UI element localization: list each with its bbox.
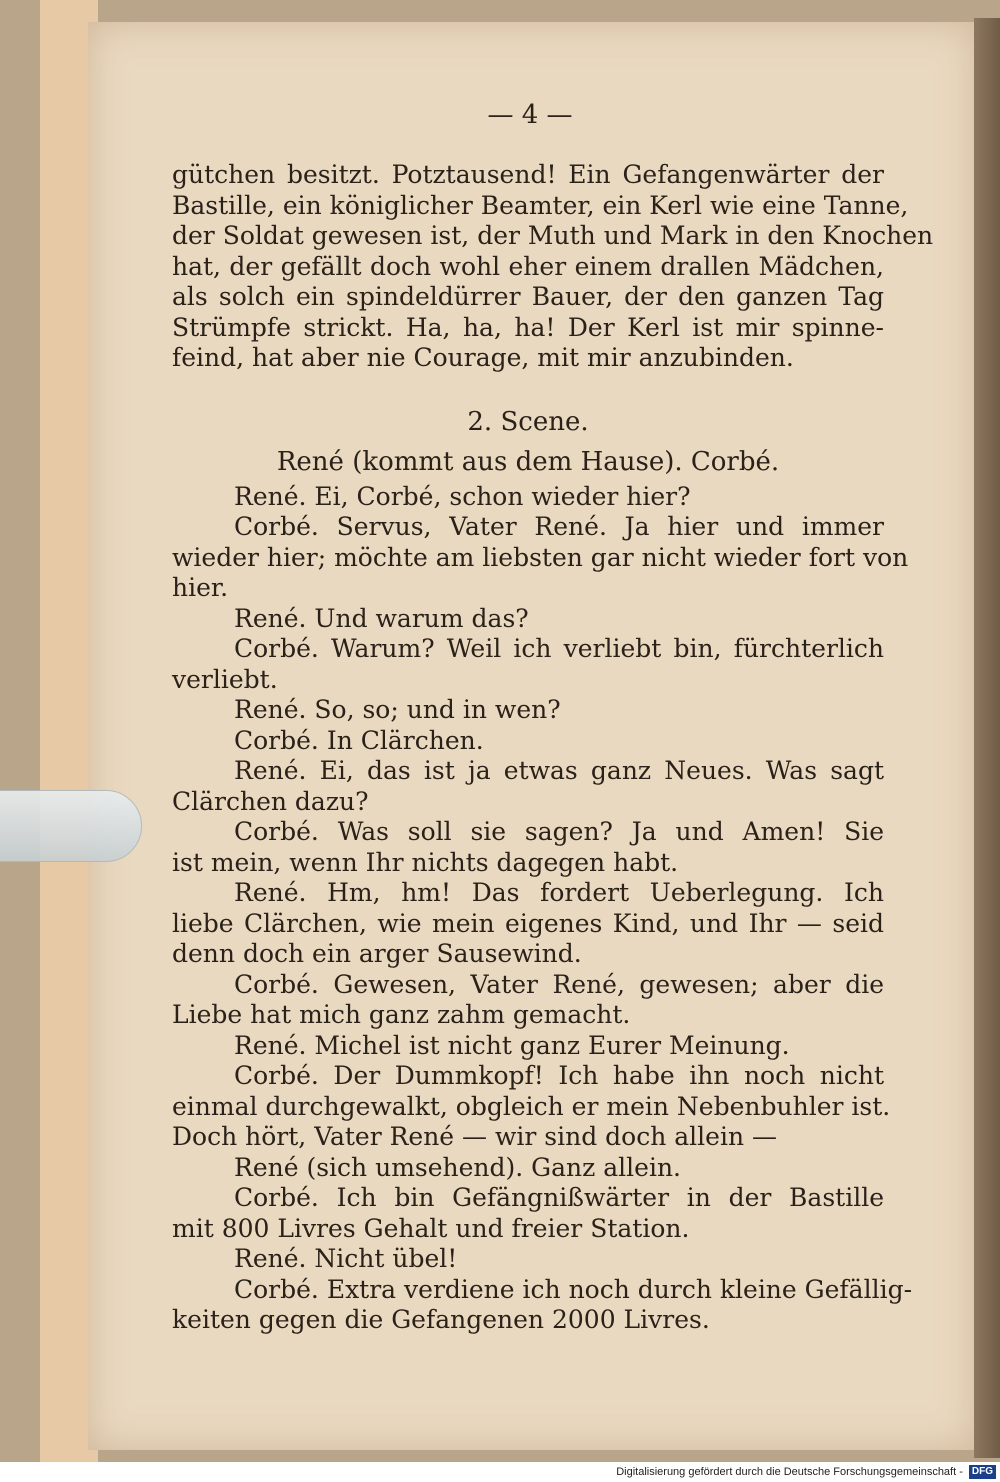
dialogue-line: Corbé. Servus, Vater René. Ja hier und immer [234, 512, 884, 541]
paragraph-line: feind, hat aber nie Courage, mit mir anzubinden. [172, 343, 794, 372]
page-number: — 4 — [487, 100, 573, 130]
dfg-logo: DFG [969, 1465, 996, 1479]
dialogue-line: Corbé. Warum? Weil ich verliebt bin, fürchterlich [234, 634, 884, 663]
dialogue-line: René. Ei, das ist ja etwas ganz Neues. Was sagt [234, 756, 884, 785]
page-binding-edge [974, 18, 1000, 1458]
dialogue-line: ist mein, wenn Ihr nichts dagegen habt. [172, 847, 679, 877]
paragraph-line: Bastille, ein königlicher Beamter, ein Kerl wie eine Tanne, [172, 190, 909, 220]
dialogue-line: einmal durchgewalkt, obgleich er mein Nebenbuhler ist. [172, 1091, 891, 1121]
dialogue-line: René. Ei, Corbé, schon wieder hier? [234, 481, 691, 511]
paragraph-line: hat, der gefällt doch wohl eher einem drallen Mädchen, [172, 251, 884, 281]
dialogue-line: Corbé. Extra verdiene ich noch durch kleine Gefällig- [234, 1274, 913, 1304]
paragraph-line: als solch ein spindeldürrer Bauer, der den ganzen Tag [172, 282, 884, 311]
dialogue-line: Liebe hat mich ganz zahm gemacht. [172, 1000, 631, 1029]
dialogue-line: René. Nicht übel! [234, 1244, 458, 1273]
dialogue-line: René. So, so; und in wen? [234, 695, 561, 724]
dialogue-line: Clärchen dazu? [172, 786, 369, 816]
dialogue-line: mit 800 Livres Gehalt und freier Station. [172, 1213, 690, 1243]
dialogue-line: liebe Clärchen, wie mein eigenes Kind, und Ihr — seid [172, 908, 884, 938]
paragraph-line: der Soldat gewesen ist, der Muth und Mark in den Knochen [172, 221, 934, 250]
dialogue-line: Doch hört, Vater René — wir sind doch allein — [172, 1122, 778, 1151]
paragraph-line: gütchen besitzt. Potztausend! Ein Gefangenwärter der [172, 160, 884, 189]
spacer [172, 374, 884, 402]
dialogue-line: Corbé. Gewesen, Vater René, gewesen; aber die [234, 969, 884, 999]
dialogue-line: René (sich umsehend). Ganz allein. [234, 1152, 681, 1182]
dialogue-line: keiten gegen die Gefangenen 2000 Livres. [172, 1305, 710, 1334]
dialogue-line: Corbé. Ich bin Gefängnißwärter in der Bastille [234, 1183, 884, 1212]
scene-cast: René (kommt aus dem Hause). Corbé. [276, 446, 780, 477]
scene-title: 2. Scene. [467, 406, 589, 437]
page-clip [0, 790, 142, 862]
footer-credit: Digitalisierung gefördert durch die Deutsche Forschungsgemeinschaft - [616, 1466, 963, 1478]
dialogue-line: hier. [172, 573, 229, 602]
page-text [172, 160, 934, 1336]
dialogue-line: Corbé. Was soll sie sagen? Ja und Amen! Sie [234, 817, 884, 846]
dialogue-line: Corbé. In Clärchen. [234, 725, 484, 755]
dialogue-line: René. Michel ist nicht ganz Eurer Meinung. [234, 1030, 790, 1060]
dialogue-line: verliebt. [172, 664, 278, 694]
dialogue-line: denn doch ein arger Sausewind. [172, 939, 582, 968]
dialogue-line: René. Hm, hm! Das fordert Ueberlegung. Ich [234, 878, 884, 907]
dialogue-line: Corbé. Der Dummkopf! Ich habe ihn noch nicht [234, 1061, 884, 1090]
dialogue-line: René. Und warum das? [234, 603, 529, 633]
dialogue-line: wieder hier; möchte am liebsten gar nicht wieder fort von [172, 542, 909, 572]
paragraph-line: Strümpfe strickt. Ha, ha, ha! Der Kerl ist mir spinne- [172, 312, 884, 342]
footer-bar [0, 1462, 1000, 1482]
